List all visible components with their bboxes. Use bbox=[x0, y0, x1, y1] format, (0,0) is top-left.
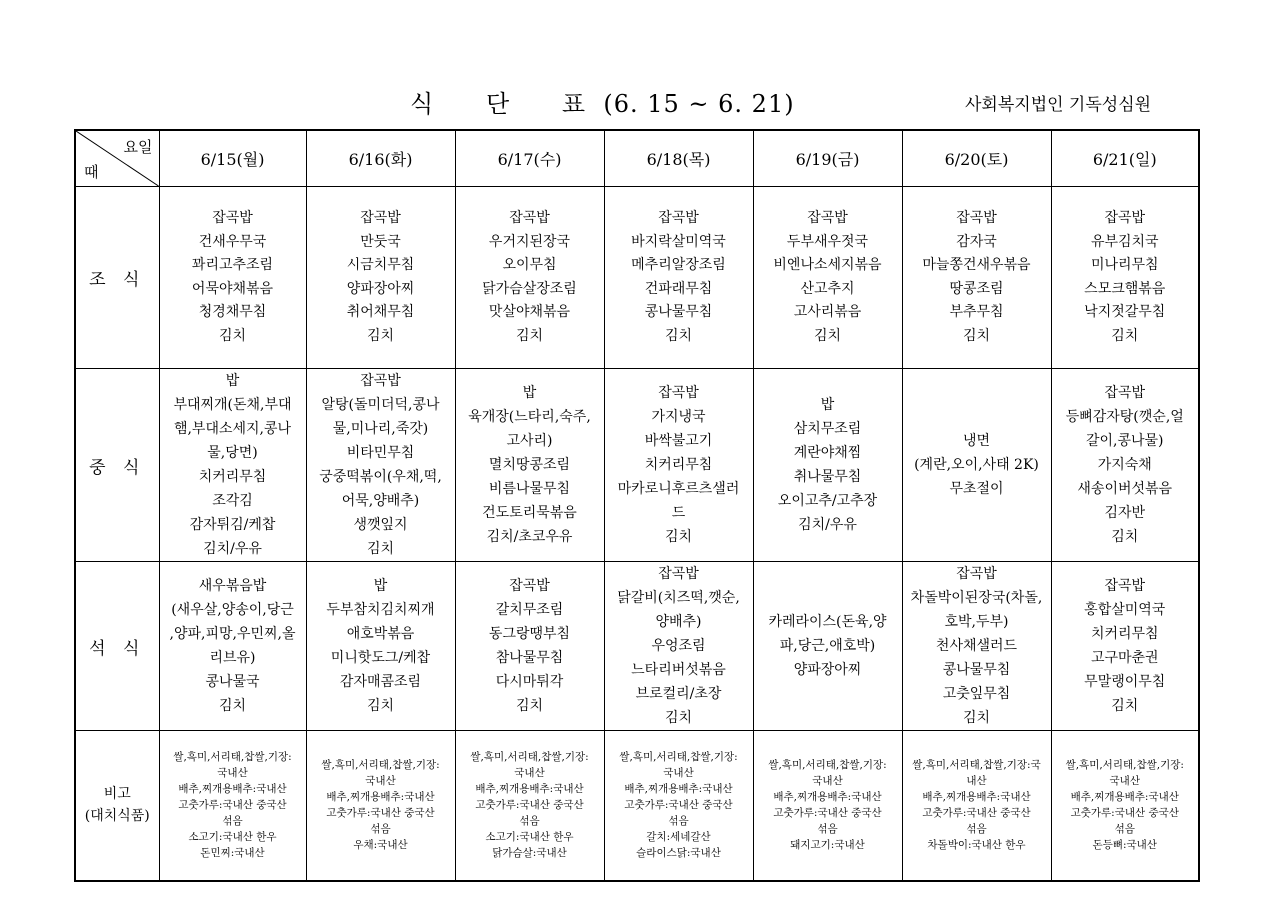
menu-item: 가지냉국 bbox=[651, 409, 706, 425]
menu-item: 마늘쫑건새우볶음 bbox=[922, 257, 1031, 273]
menu-cell bbox=[1051, 187, 1199, 369]
menu-cell bbox=[753, 187, 902, 369]
origin-note: 섞음 bbox=[519, 815, 540, 828]
menu-item: 김치 bbox=[515, 698, 544, 714]
origin-note: 돈민찌:국내산 bbox=[200, 847, 265, 860]
origin-note: 쌀,흑미,서리태,찹쌀,기장:국 bbox=[912, 759, 1041, 772]
menu-item: 잡곡밥 bbox=[360, 373, 401, 389]
origin-note: 섞음 bbox=[817, 823, 838, 836]
menu-item: (계란,오이,사태 2K) bbox=[914, 457, 1039, 473]
notes-cell bbox=[1051, 731, 1199, 881]
menu-item: 김치 bbox=[1111, 529, 1139, 545]
notes-row bbox=[75, 731, 1199, 881]
notes-cell bbox=[604, 731, 753, 881]
menu-item: 낙지젓갈무침 bbox=[1084, 304, 1166, 320]
menu-cell bbox=[753, 562, 902, 731]
origin-note: 우채:국내산 bbox=[353, 839, 408, 852]
menu-item: 닭가슴살장조림 bbox=[482, 280, 577, 297]
menu-item: 잡곡밥 bbox=[1104, 385, 1146, 401]
menu-item: 콩나물국 bbox=[205, 674, 260, 690]
origin-note: 배추,찌개용배추:국내산 bbox=[1070, 791, 1179, 804]
menu-item: 김치 bbox=[218, 698, 247, 714]
menu-item: 김치 bbox=[962, 327, 991, 344]
meal-label: 중 식 bbox=[75, 369, 159, 562]
page-title: 식 단 표 (6. 15 ~ 6. 21) bbox=[410, 90, 795, 118]
origin-note: 고춧가루:국내산 중국산 bbox=[624, 799, 733, 812]
menu-item: 김치 bbox=[664, 710, 693, 726]
meal-label: 조 식 bbox=[75, 187, 159, 369]
origin-note: 쌀,흑미,서리태,찹쌀,기장: bbox=[173, 751, 292, 764]
meal-row-breakfast bbox=[75, 187, 1199, 369]
menu-item: 마카로니후르츠샐러 bbox=[617, 481, 740, 497]
origin-note: 쌀,흑미,서리태,찹쌀,기장: bbox=[619, 751, 738, 764]
menu-item: 홍합살미역국 bbox=[1084, 602, 1166, 618]
menu-item: (새우살,양송이,당근 bbox=[171, 602, 294, 618]
menu-cell bbox=[902, 187, 1051, 369]
origin-note: 소고기:국내산 한우 bbox=[188, 831, 277, 844]
origin-note: 고춧가루:국내산 중국산 bbox=[922, 807, 1031, 820]
menu-item: 김치/우유 bbox=[203, 541, 262, 557]
meal-row-dinner bbox=[75, 562, 1199, 731]
notes-label-line: (대치식품) bbox=[84, 808, 150, 825]
origin-note: 국내산 bbox=[663, 767, 694, 780]
menu-item: 어묵야채볶음 bbox=[191, 280, 274, 297]
menu-item: 비엔나소세지볶음 bbox=[773, 257, 882, 273]
menu-item: 잡곡밥 bbox=[212, 210, 253, 226]
menu-item: 느타리버섯볶음 bbox=[631, 662, 726, 678]
menu-item: 알탕(돌미더덕,콩나 bbox=[321, 397, 440, 413]
menu-item: 잡곡밥 bbox=[509, 210, 550, 226]
origin-note: 배추,찌개용배추:국내산 bbox=[922, 791, 1031, 804]
menu-item: 우엉조림 bbox=[651, 638, 706, 654]
origin-note: 국내산 bbox=[1109, 775, 1140, 788]
menu-item: 비름나물무침 bbox=[488, 481, 571, 497]
menu-item: 차돌박이된장국(차돌, bbox=[910, 590, 1043, 606]
menu-item: 오이고추/고추장 bbox=[777, 493, 878, 509]
origin-note: 배추,찌개용배추:국내산 bbox=[326, 791, 435, 804]
menu-item: 두부새우젓국 bbox=[786, 233, 869, 250]
menu-item: 산고추지 bbox=[800, 280, 855, 297]
menu-item: 무말랭이무침 bbox=[1084, 674, 1166, 690]
menu-item: 밥 bbox=[522, 385, 537, 401]
menu-item: 취나물무침 bbox=[793, 469, 862, 485]
menu-item: 고사리볶음 bbox=[793, 304, 862, 320]
origin-note: 차돌박이:국내산 한우 bbox=[927, 839, 1026, 852]
menu-item: 궁중떡볶이(우채,떡, bbox=[319, 469, 442, 485]
origin-note: 국내산 bbox=[217, 767, 248, 780]
menu-item: 어묵,양배추) bbox=[341, 493, 420, 509]
origin-note: 쌀,흑미,서리태,찹쌀,기장: bbox=[768, 759, 887, 772]
menu-cell bbox=[604, 369, 753, 562]
menu-item: 김치 bbox=[962, 710, 991, 726]
menu-item: 바싹불고기 bbox=[644, 433, 713, 449]
menu-item: 취어채무침 bbox=[346, 304, 415, 320]
origin-note: 고춧가루:국내산 중국산 bbox=[326, 807, 435, 820]
menu-cell bbox=[159, 369, 306, 562]
menu-item: 참나물무침 bbox=[495, 650, 564, 666]
menu-item: 두부참치김치찌개 bbox=[326, 602, 435, 618]
menu-item: 콩나물무침 bbox=[644, 304, 713, 320]
menu-item: 바지락살미역국 bbox=[631, 233, 726, 250]
menu-item: 시금치무침 bbox=[346, 257, 415, 273]
origin-note: 배추,찌개용배추:국내산 bbox=[773, 791, 882, 804]
menu-cell bbox=[455, 187, 604, 369]
menu-item: 꽈리고추조림 bbox=[191, 257, 274, 273]
origin-note: 돼지고기:국내산 bbox=[790, 839, 865, 852]
menu-item: 비타민무침 bbox=[346, 445, 415, 461]
menu-cell bbox=[902, 369, 1051, 562]
menu-item: 잡곡밥 bbox=[658, 385, 699, 401]
menu-item: 카레라이스(돈육,양 bbox=[768, 614, 887, 630]
origin-note: 돈등뼈:국내산 bbox=[1092, 839, 1157, 852]
origin-note: 섞음 bbox=[222, 815, 243, 828]
menu-item: 스모크햄볶음 bbox=[1084, 280, 1166, 297]
menu-item: 메추리알장조림 bbox=[631, 257, 726, 273]
day-header: 6/15(월) bbox=[159, 130, 306, 187]
menu-item: 김치/우유 bbox=[798, 517, 857, 533]
menu-item: 조각김 bbox=[212, 493, 253, 509]
menu-item: 물,당면) bbox=[207, 445, 258, 461]
menu-item: 천사채샐러드 bbox=[935, 638, 1018, 654]
menu-item: 잡곡밥 bbox=[1104, 210, 1146, 226]
menu-item: 멸치땅콩조림 bbox=[488, 457, 571, 473]
day-header: 6/19(금) bbox=[753, 130, 902, 187]
menu-item: 건도토리묵볶음 bbox=[482, 505, 577, 521]
menu-cell bbox=[604, 187, 753, 369]
origin-note: 섞음 bbox=[668, 815, 689, 828]
menu-item: 새우볶음밥 bbox=[198, 578, 267, 594]
menu-item: 호박,두부) bbox=[944, 614, 1009, 630]
menu-item: 건새우무국 bbox=[198, 233, 267, 250]
menu-item: 등뼈감자탕(깻순,얼 bbox=[1065, 409, 1184, 425]
menu-item: 미니핫도그/케찹 bbox=[330, 650, 431, 666]
notes-label-line: 비고 bbox=[103, 786, 131, 803]
menu-cell bbox=[604, 562, 753, 731]
menu-item: 파,당근,애호박) bbox=[779, 638, 876, 654]
menu-item: 건파래무침 bbox=[644, 280, 713, 297]
menu-item: 가지숙채 bbox=[1097, 457, 1152, 473]
menu-item: 잡곡밥 bbox=[956, 210, 997, 226]
menu-cell bbox=[159, 187, 306, 369]
origin-note: 고춧가루:국내산 중국산 bbox=[773, 807, 882, 820]
menu-item: 잡곡밥 bbox=[509, 578, 550, 594]
menu-item: 김치 bbox=[515, 327, 544, 344]
menu-item: 드 bbox=[671, 505, 686, 521]
notes-cell bbox=[753, 731, 902, 881]
menu-item: 브로컬리/초장 bbox=[635, 686, 722, 702]
menu-cell bbox=[455, 562, 604, 731]
menu-item: 김치 bbox=[813, 327, 842, 344]
origin-note: 슬라이스닭:국내산 bbox=[636, 847, 721, 860]
menu-cell bbox=[455, 369, 604, 562]
menu-item: 물,미나리,죽갓) bbox=[332, 421, 429, 437]
menu-item: 고사리) bbox=[506, 433, 553, 449]
notes-cell bbox=[455, 731, 604, 881]
menu-item: 김치 bbox=[1111, 698, 1139, 714]
menu-item: 다시마튀각 bbox=[495, 674, 564, 690]
menu-cell bbox=[159, 562, 306, 731]
menu-item: 콩나물무침 bbox=[942, 662, 1011, 678]
menu-cell bbox=[306, 187, 455, 369]
menu-cell bbox=[306, 562, 455, 731]
day-header: 6/18(목) bbox=[604, 130, 753, 187]
menu-item: 김치 bbox=[366, 327, 395, 344]
menu-cell bbox=[1051, 562, 1199, 731]
menu-item: 냉면 bbox=[962, 433, 991, 449]
day-axis-label: 요일 bbox=[123, 138, 153, 156]
menu-cell bbox=[1051, 369, 1199, 562]
origin-note: 배추,찌개용배추:국내산 bbox=[624, 783, 733, 796]
menu-item: 잡곡밥 bbox=[956, 566, 997, 582]
origin-note: 고춧가루:국내산 중국산 bbox=[178, 799, 287, 812]
menu-item: 청경채무침 bbox=[198, 304, 267, 320]
menu-item: 고구마춘권 bbox=[1090, 650, 1159, 666]
menu-item: 갈이,콩나물) bbox=[1085, 433, 1164, 449]
menu-item: 감자매콤조림 bbox=[339, 674, 422, 690]
menu-item: 양파장아찌 bbox=[346, 280, 415, 297]
origin-note: 국내산 bbox=[812, 775, 843, 788]
menu-item: 치커리무침 bbox=[1090, 626, 1159, 642]
notes-cell bbox=[902, 731, 1051, 881]
menu-item: 치커리무침 bbox=[198, 469, 267, 485]
menu-item: 갈치무조림 bbox=[495, 602, 564, 618]
menu-item: 우거지된장국 bbox=[488, 233, 571, 250]
menu-item: 유부김치국 bbox=[1090, 233, 1159, 250]
organization-name: 사회복지법인 기독성심원 bbox=[965, 95, 1152, 115]
origin-note: 섞음 bbox=[1114, 823, 1135, 836]
notes-cell bbox=[306, 731, 455, 881]
menu-item: 햄,부대소세지,콩나 bbox=[173, 421, 292, 437]
menu-item: 삼치무조림 bbox=[793, 421, 862, 437]
day-header: 6/20(토) bbox=[902, 130, 1051, 187]
menu-item: 리브유) bbox=[209, 650, 256, 666]
origin-note: 닭가슴살:국내산 bbox=[492, 847, 567, 860]
meal-row-lunch bbox=[75, 369, 1199, 562]
menu-item: 잡곡밥 bbox=[807, 210, 848, 226]
menu-item: 계란야채찜 bbox=[793, 445, 862, 461]
menu-item: 김치 bbox=[664, 327, 693, 344]
menu-item: 김자반 bbox=[1104, 505, 1146, 521]
menu-item: 새송이버섯볶음 bbox=[1077, 481, 1173, 497]
day-header: 6/17(수) bbox=[455, 130, 604, 187]
origin-note: 배추,찌개용배추:국내산 bbox=[178, 783, 287, 796]
menu-item: 밥 bbox=[225, 373, 240, 389]
notes-cell bbox=[159, 731, 306, 881]
meal-axis-label: 때 bbox=[84, 163, 99, 181]
menu-item: 부추무침 bbox=[949, 304, 1004, 320]
menu-item: 김치 bbox=[664, 529, 693, 545]
origin-note: 내산 bbox=[966, 775, 987, 788]
menu-cell bbox=[306, 369, 455, 562]
menu-item: 감자튀김/케찹 bbox=[189, 517, 276, 533]
menu-item: 닭갈비(치즈떡,깻순, bbox=[617, 590, 740, 606]
menu-item: 무초절이 bbox=[949, 481, 1004, 497]
menu-item: ,양파,피망,우민찌,올 bbox=[169, 626, 296, 642]
origin-note: 고춧가루:국내산 중국산 bbox=[475, 799, 584, 812]
origin-note: 국내산 bbox=[365, 775, 396, 788]
menu-item: 치커리무침 bbox=[644, 457, 713, 473]
menu-item: 애호박볶음 bbox=[346, 626, 415, 642]
origin-note: 국내산 bbox=[514, 767, 545, 780]
origin-note: 쌀,흑미,서리태,찹쌀,기장: bbox=[321, 759, 440, 772]
day-header: 6/16(화) bbox=[306, 130, 455, 187]
menu-item: 잡곡밥 bbox=[658, 566, 699, 582]
menu-item: 잡곡밥 bbox=[360, 210, 401, 226]
origin-note: 쌀,흑미,서리태,찹쌀,기장: bbox=[1065, 759, 1184, 772]
menu-item: 맛살야채볶음 bbox=[488, 304, 571, 320]
origin-note: 고춧가루:국내산 중국산 bbox=[1070, 807, 1179, 820]
origin-note: 섞음 bbox=[966, 823, 987, 836]
menu-item: 김치 bbox=[366, 698, 395, 714]
menu-cell bbox=[902, 562, 1051, 731]
menu-item: 미나리무침 bbox=[1090, 257, 1159, 273]
origin-note: 섞음 bbox=[370, 823, 391, 836]
menu-item: 부대찌개(돈채,부대 bbox=[173, 397, 292, 413]
menu-item: 고춧잎무침 bbox=[942, 686, 1011, 702]
origin-note: 소고기:국내산 한우 bbox=[485, 831, 574, 844]
day-header: 6/21(일) bbox=[1051, 130, 1199, 187]
menu-item: 밥 bbox=[373, 578, 388, 594]
menu-item: 양배추) bbox=[655, 614, 702, 630]
menu-item: 김치 bbox=[218, 327, 247, 344]
menu-item: 양파장아찌 bbox=[793, 662, 862, 678]
menu-item: 김치 bbox=[366, 541, 395, 557]
origin-note: 쌀,흑미,서리태,찹쌀,기장: bbox=[470, 751, 589, 764]
menu-item: 김치 bbox=[1111, 327, 1139, 344]
menu-item: 감자국 bbox=[956, 233, 997, 250]
menu-item: 잡곡밥 bbox=[658, 210, 699, 226]
origin-note: 갈치:세네갈산 bbox=[646, 831, 711, 844]
notes-label bbox=[75, 731, 159, 881]
meal-plan-table bbox=[74, 129, 1200, 882]
meal-label: 석 식 bbox=[75, 562, 159, 731]
menu-item: 김치/초코우유 bbox=[486, 529, 573, 545]
menu-cell bbox=[753, 369, 902, 562]
menu-item: 오이무침 bbox=[502, 257, 557, 273]
menu-item: 육개장(느타리,숙주, bbox=[468, 409, 591, 425]
header-row bbox=[75, 130, 1199, 187]
origin-note: 배추,찌개용배추:국내산 bbox=[475, 783, 584, 796]
corner-header-cell bbox=[75, 130, 159, 187]
menu-item: 생깻잎지 bbox=[353, 517, 408, 533]
menu-item: 만둣국 bbox=[360, 233, 401, 250]
menu-item: 잡곡밥 bbox=[1104, 578, 1146, 594]
menu-item: 땅콩조림 bbox=[949, 280, 1004, 297]
menu-item: 밥 bbox=[820, 397, 835, 413]
menu-item: 동그랑땡부침 bbox=[488, 626, 571, 642]
